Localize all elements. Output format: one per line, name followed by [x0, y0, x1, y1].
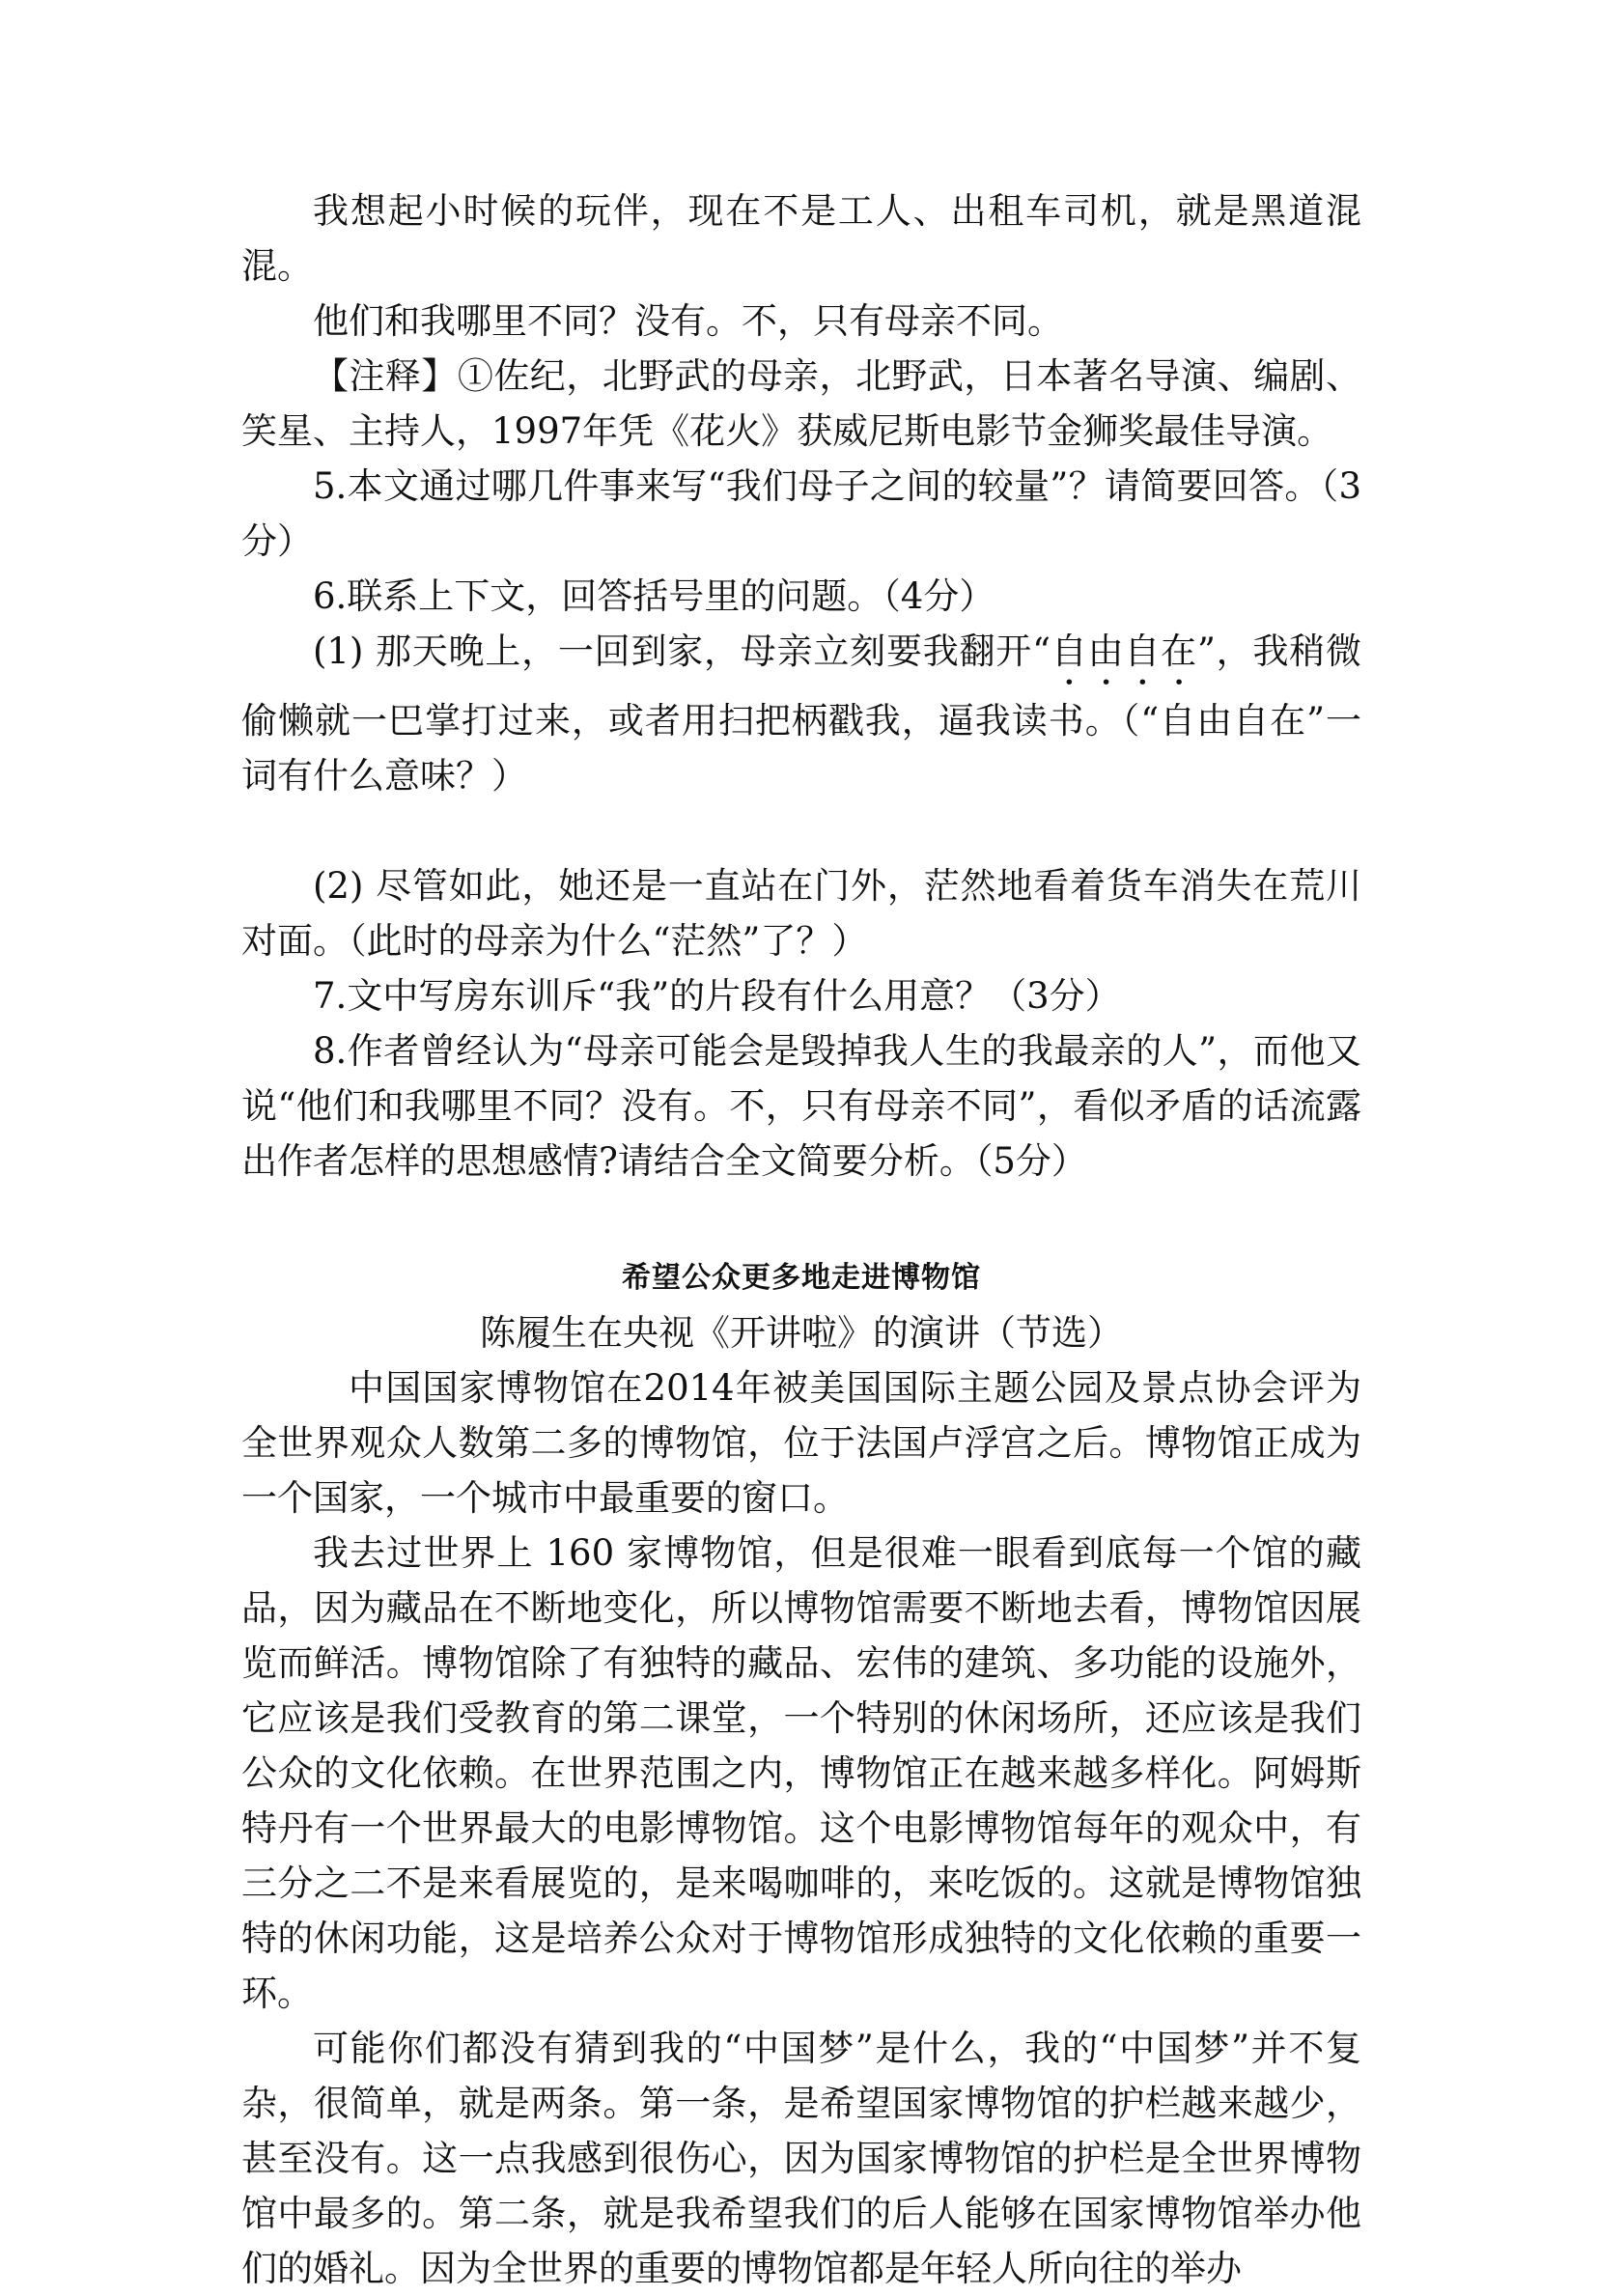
- passage2-paragraph-2: 我去过世界上 160 家博物馆，但是很难一眼看到底每一个馆的藏品，因为藏品在不断地变化，所以博物馆需要不断地去看，博物馆因展览而鲜活。博物馆除了有独特的藏品、宏伟的建筑、多功能的设施外，它应该是我们受教育的第二课堂，一个特别的休闲场所，还应该是我们公众的文化依赖。在世界范围之内，博物馆正在越来越多样化。阿姆斯特丹有一个世界最大的电影博物馆。这个电影博物馆每年的观众中，有三分之二不是来看展览的，是来喝咖啡的，来吃饭的。这就是博物馆独特的休闲功能，这是培养公众对于博物馆形成独特的文化依赖的重要一环。: [241, 1532, 1361, 2014]
- document-page: [241, 183, 1361, 2296]
- question-8: 8.作者曾经认为“母亲可能会是毁掉我人生的我最亲的人”，而他又说“他们和我哪里不同？没有。不，只有母亲不同”，看似矛盾的话流露出作者怎样的思想感情?请结合全文简要分析。（5分）: [241, 1030, 1361, 1182]
- question-6: 6.联系上下文，回答括号里的问题。（4分）: [313, 575, 995, 617]
- passage1-paragraph-1: 我想起小时候的玩伴，现在不是工人、出租车司机，就是黑道混混。: [241, 190, 1361, 287]
- question-6-1-before: (1) 那天晚上，一回到家，母亲立刻要我翻开“: [313, 630, 1051, 672]
- question-6-1-after: ”，我稍微偷懒就一巴掌打过来，或者用扫把柄戳我，逼我读书。（“自由自在”一词有什么意味？）: [241, 630, 1362, 797]
- passage2-title: 希望公众更多地走进博物馆: [622, 1261, 981, 1295]
- passage2-paragraph-3: 可能你们都没有猜到我的“中国梦”是什么，我的“中国梦”并不复杂，很简单，就是两条。第一条，是希望国家博物馆的护栏越来越少，甚至没有。这一点我感到很伤心，因为国家博物馆的护栏是全世界博物馆中最多的。第二条，就是我希望我们的后人能够在国家博物馆举办他们的婚礼。因为全世界的重要的博物馆都是年轻人所向往的举办: [241, 2028, 1361, 2289]
- question-6-1: [241, 624, 1361, 803]
- question-6-2: (2) 尽管如此，她还是一直站在门外，茫然地看着货车消失在荒川对面。（此时的母亲为什么“茫然”了？）: [241, 865, 1361, 962]
- annotation-note: 【注释】①佐纪，北野武的母亲，北野武，日本著名导演、编剧、笑星、主持人，1997年凭《花火》获威尼斯电影节金狮奖最佳导演。: [241, 355, 1361, 452]
- passage1-paragraph-2: 他们和我哪里不同？没有。不，只有母亲不同。: [313, 300, 1063, 342]
- answer-space: [241, 803, 1361, 858]
- question-5: 5.本文通过哪几件事来写“我们母子之间的较量”？请简要回答。（3分）: [241, 465, 1361, 562]
- question-7: 7.文中写房东训斥“我”的片段有什么用意？（3分）: [313, 975, 1121, 1017]
- passage2-subtitle: 陈履生在央视《开讲啦》的演讲（节选）: [480, 1312, 1123, 1354]
- question-6-1-emphasized-phrase: 自由自在: [1051, 630, 1197, 672]
- section-spacer: [241, 1189, 1361, 1250]
- passage2-paragraph-1: 中国国家博物馆在2014年被美国国际主题公园及景点协会评为全世界观众人数第二多的博物馆，位于法国卢浮宫之后。博物馆正成为一个国家，一个城市中最重要的窗口。: [241, 1367, 1361, 1519]
